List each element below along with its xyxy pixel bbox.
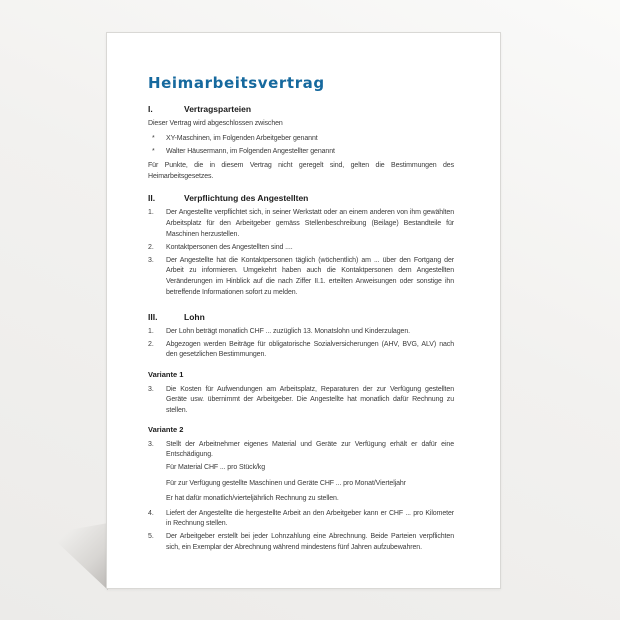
item-subline: Für zur Verfügung gestellte Maschinen und Geräte CHF ... pro Monat/Vierteljahr <box>166 479 406 487</box>
item-number: 3. <box>148 440 154 448</box>
item-number: 3. <box>148 385 154 393</box>
section-number: III. <box>148 311 158 322</box>
item-subline: Für Material CHF ... pro Stück/kg <box>166 464 266 472</box>
section-number: II. <box>148 193 156 204</box>
item-number: 1. <box>148 209 154 217</box>
numbered-item <box>148 532 454 553</box>
variant-2-label: Variante 2 <box>148 425 184 435</box>
numbered-item <box>148 256 454 298</box>
asterisk-bullet-icon: * <box>152 147 155 155</box>
section-label: Vertragsparteien <box>184 104 252 114</box>
section-number: I. <box>148 104 153 114</box>
item-number: 1. <box>148 327 154 335</box>
section-heading-verpflichtung <box>148 193 454 204</box>
item-text: Abgezogen werden Beiträge für obligatorische Sozialversicherungen (AHV, BVG, ALV) nach den gesetzlichen Bestimmungen. <box>166 340 454 359</box>
item-number: 4. <box>148 509 154 517</box>
item-text: Der Lohn beträgt monatlich CHF ... zuzüglich 13. Monatslohn und Kinderzulagen. <box>166 327 410 335</box>
page-curl-shadow <box>48 523 108 590</box>
numbered-item <box>148 243 454 254</box>
asterisk-bullet-icon: * <box>152 134 155 142</box>
section-note: Für Punkte, die in diesem Vertrag nicht geregelt sind, gelten die Bestimmungen des Heimarbeitsgesetzes. <box>148 162 454 180</box>
numbered-item <box>148 440 454 461</box>
item-text: Der Arbeitgeber erstellt bei jeder Lohnzahlung eine Abrechnung. Beide Parteien verpflichten sich, ein Exemplar der Abrechnung während mindestens fünf Jahren aufzubewahren. <box>166 533 454 552</box>
item-text: Liefert der Angestellte die hergestellte Arbeit an den Arbeitgeber kann er CHF ... pro Kilometer in Rechnung stellen. <box>166 509 454 528</box>
numbered-item <box>148 327 454 338</box>
numbered-item <box>148 385 454 417</box>
section-label: Lohn <box>184 311 205 322</box>
item-text: Der Angestellte hat die Kontaktpersonen täglich (wöchentlich) am ... über den Fortgang der Arbeit zu informieren. Umgekehrt haben auch die Kontaktpersonen dem Angestellten Veränderungen im Hinblick auf die nach Ziffer II.1. erteilten Anweisungen oder sonstige ihn betreffende Informationen sofort zu melden. <box>166 256 454 296</box>
item-text: Kontaktpersonen des Angestellten sind .... <box>166 243 293 251</box>
item-number: 5. <box>148 533 154 541</box>
numbered-item <box>148 340 454 361</box>
section-heading-vertragsparteien <box>148 104 454 115</box>
item-text: Stellt der Arbeitnehmer eigenes Material und Geräte zur Verfügung erhält er dafür eine Entschädigung. <box>166 440 454 459</box>
numbered-item <box>148 208 454 240</box>
section-heading-lohn <box>148 312 454 323</box>
item-number: 2. <box>148 340 154 348</box>
document-title: Heimarbeitsvertrag <box>148 74 325 92</box>
item-number: 2. <box>148 243 154 251</box>
list-item-text: XY-Maschinen, im Folgenden Arbeitgeber genannt <box>166 134 318 142</box>
list-item-text: Walter Häusermann, im Folgenden Angestellter genannt <box>166 147 335 155</box>
item-subline: Er hat dafür monatlich/vierteljährlich Rechnung zu stellen. <box>166 494 339 502</box>
list-item <box>148 147 454 158</box>
numbered-item <box>148 509 454 530</box>
variant-1-label: Variante 1 <box>148 370 184 379</box>
item-text: Der Angestellte verpflichtet sich, in seiner Werkstatt oder an einem anderen von ihm gewählten Arbeitsplatz für den Arbeitgeber gemäss Stellenbeschreibung (Beilage) Bestandteile für Maschinen herzustellen. <box>166 209 454 238</box>
item-number: 3. <box>148 256 154 264</box>
section-intro: Dieser Vertrag wird abgeschlossen zwischen <box>148 120 283 127</box>
document-page <box>106 32 501 589</box>
item-text: Die Kosten für Aufwendungen am Arbeitsplatz, Reparaturen der zur Verfügung gestellten Geräte usw. übernimmt der Arbeitgeber. Die Angestellte hat monatlich dafür Rechnung zu stellen. <box>166 385 454 414</box>
section-label: Verpflichtung des Angestellten <box>184 193 309 204</box>
party-list <box>148 134 454 158</box>
list-item <box>148 134 454 145</box>
